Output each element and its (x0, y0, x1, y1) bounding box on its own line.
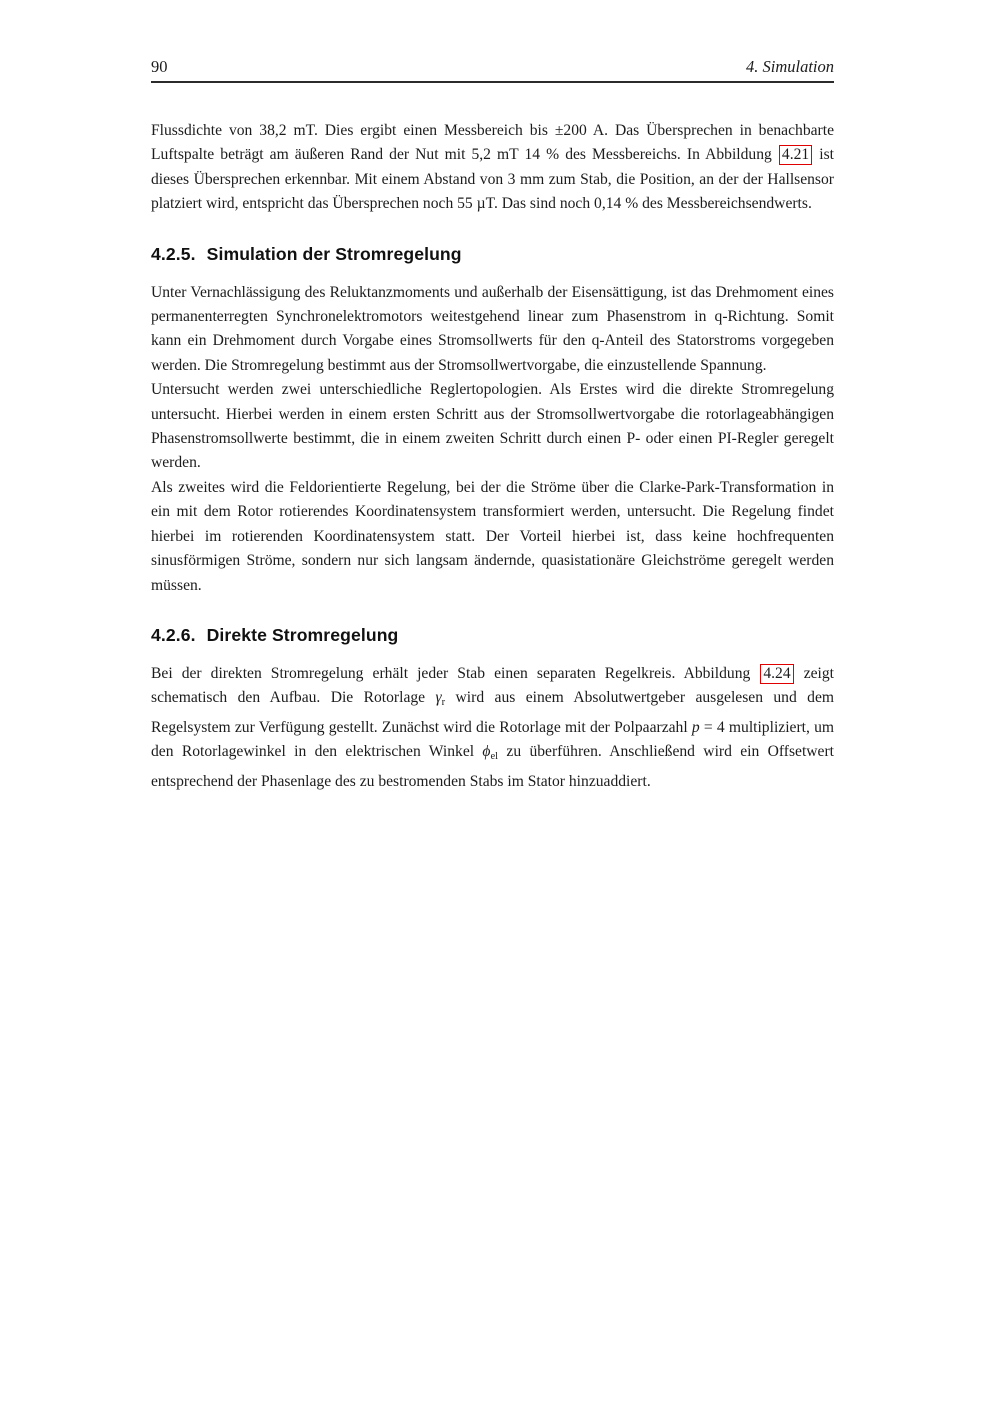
intro-text-before-ref: Flussdichte von 38,2 mT. Dies ergibt einen Messbereich bis ±200 A. Das Übersprechen in benachbarte Luftspalte beträgt am äußeren Rand der Nut mit 5,2 mT 14 % des Messbereichs. In Abbildung (151, 122, 834, 164)
direkte-text-4: multipliziert, um den Rotorlagewinkel in den elektrischen Winkel (151, 718, 834, 761)
figure-ref-4-21-link[interactable]: 4.21 (779, 145, 812, 165)
section-4-2-5-number: 4.2.5. (151, 243, 196, 264)
page-content (151, 0, 834, 794)
gamma-rotor-subscript: r (441, 697, 446, 709)
intro-text-after-ref: ist dieses Übersprechen erkennbar. Mit einem Abstand von 3 mm zum Stab, die Position, an der der Hallsensor platziert wird, entspricht das Übersprechen noch 55 µT. Das sind noch 0,14 % des Messbereichsendwerts. (151, 146, 834, 213)
page-number: 90 (151, 57, 168, 76)
direkte-text-1: Bei der direkten Stromregelung erhält jeder Stab einen separaten Regelkreis. Abbildung (151, 664, 760, 682)
paragraph-drehmoment: Unter Vernachlässigung des Reluktanzmoments und außerhalb der Eisensättigung, ist das Drehmoment eines permanenterregten Synchronelektromotors weitestgehend linear zum Phasenstrom in q-Richtung. Somit kann ein Drehmoment durch Vorgabe eines Stromsollwerts für den q-Anteil des Statorstroms vorgegeben werden. Die Stromregelung bestimmt aus der Stromsollwertvorgabe, die einzustellende Spannung. (151, 283, 834, 374)
phi-electric-symbol: ϕ (482, 743, 491, 761)
running-header (151, 57, 834, 83)
phi-electric-subscript: el (490, 751, 499, 763)
paragraph-reglertopologien: Untersucht werden zwei unterschiedliche Reglertopologien. Als Erstes wird die direkte Stromregelung untersucht. Hierbei werden in einem ersten Schritt aus der Stromsollwertvorgabe die rotorlageabhängigen Phasenstromsollwerte bestimmt, die in einem zweiten Schritt durch einen P- oder einen PI-Regler geregelt werden. (151, 381, 834, 472)
direkte-text-2: zeigt schematisch den Aufbau. Die Rotorlage (151, 664, 834, 707)
figure-ref-4-24-link[interactable]: 4.24 (760, 664, 793, 684)
section-4-2-6-number: 4.2.6. (151, 624, 196, 645)
gamma-rotor-symbol: γ (435, 689, 442, 707)
polpaarzahl-p-symbol: p (691, 718, 700, 736)
paragraph-feldorientierte-regelung: Als zweites wird die Feldorientierte Regelung, bei der die Ströme über die Clarke-Park-Transformation in ein mit dem Rotor rotierendes Koordinatensystem transformiert werden, untersucht. Die Regelung findet hierbei im rotierenden Koordinatensystem statt. Der Vorteil hierbei ist, dass keine hochfrequenten sinusförmigen Ströme, sondern nur sich langsam ändernde, quasistationäre Gleichströme geregelt werden müssen. (151, 478, 834, 594)
section-heading-4-2-5 (151, 244, 834, 265)
running-header-chapter-title: 4. Simulation (745, 57, 834, 76)
direkte-text-5: zu überführen. Anschließend wird ein Offsetwert entsprechend der Phasenlage des zu bestromenden Stabs im Stator hinzuaddiert. (151, 743, 835, 790)
paragraph-intro-flussdichte (151, 119, 834, 217)
section-4-2-5-title: Simulation der Stromregelung (206, 243, 462, 264)
paragraph-direkte-stromregelung (151, 662, 834, 794)
polpaarzahl-p-value: = 4 (699, 718, 725, 736)
section-heading-4-2-6 (151, 625, 834, 646)
section-4-2-6-title: Direkte Stromregelung (206, 624, 399, 645)
direkte-text-3: wird aus einem Absolutwertgeber ausgelesen und dem Regelsystem zur Verfügung gestellt. Zunächst wird die Rotorlage mit der Polpaarzahl (151, 689, 835, 736)
